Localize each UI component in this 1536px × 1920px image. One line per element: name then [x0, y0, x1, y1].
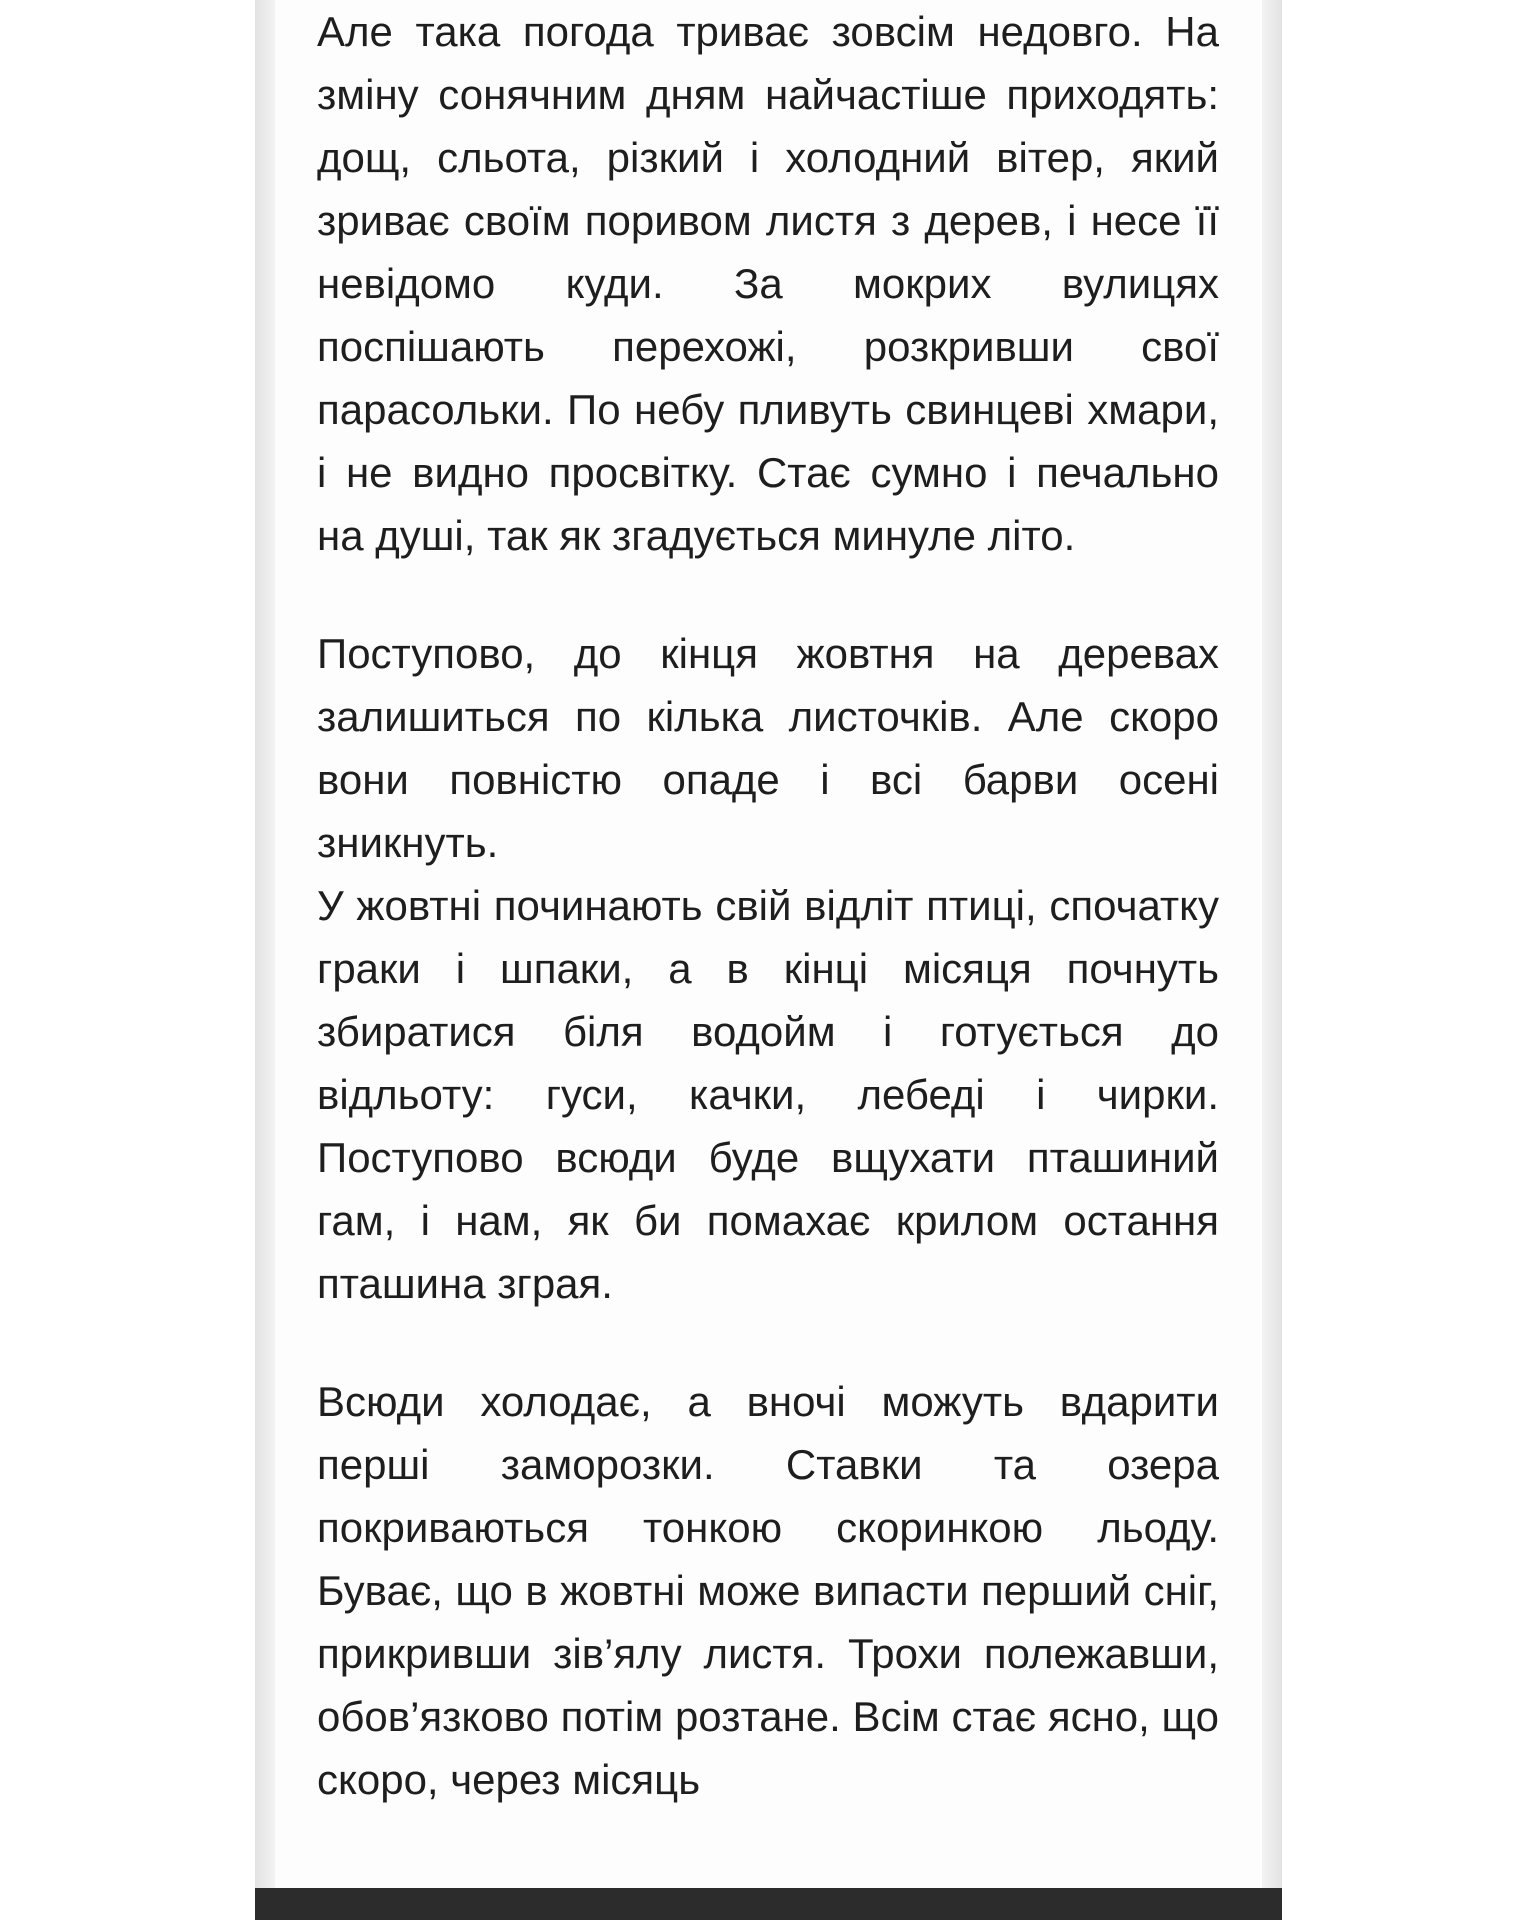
paragraph-frost: Всюди холодає, а вночі можуть вдарити перші заморозки. Ставки та озера покриваються тонкою скоринкою льоду. Буває, що в жовтні може випасти перший сніг, прикривши зів’ялу листя. Трохи полежавши, обов’язково потім розтане. Всім стає ясно, що скоро, через місяць: [317, 1378, 1219, 1803]
paragraph-weather: Але така погода триває зовсім недовго. На зміну сонячним дням найчастіше приходять: дощ, сльота, різкий і холодний вітер, який зриває своїм поривом листя з дерев, і несе її невідомо куди. За мокрих вулицях поспішають перехожі, розкривши свої парасольки. По небу пливуть свинцеві хмари, і не видно просвітку. Стає сумно і печально на душі, так як згадується минуле літо.: [317, 8, 1219, 559]
sheet-left-edge: [255, 0, 275, 1920]
paragraph-gap: [317, 1315, 1219, 1370]
bottom-bar: [255, 1888, 1282, 1920]
paragraph-birds: У жовтні починають свій відліт птиці, спочатку граки і шпаки, а в кінці місяця почнуть збиратися біля водойм і готується до відльоту: гуси, качки, лебеді і чирки. Поступово всюди буде вщухати пташиний гам, і нам, як би помахає крилом остання пташина зграя.: [317, 882, 1219, 1307]
document-text: [317, 0, 1219, 1811]
paragraph-gap: [317, 567, 1219, 622]
sheet-right-edge: [1262, 0, 1282, 1920]
paragraph-leaves: Поступово, до кінця жовтня на деревах залишиться по кілька листочків. Але скоро вони повністю опаде і всі барви осені зникнуть.: [317, 630, 1219, 866]
